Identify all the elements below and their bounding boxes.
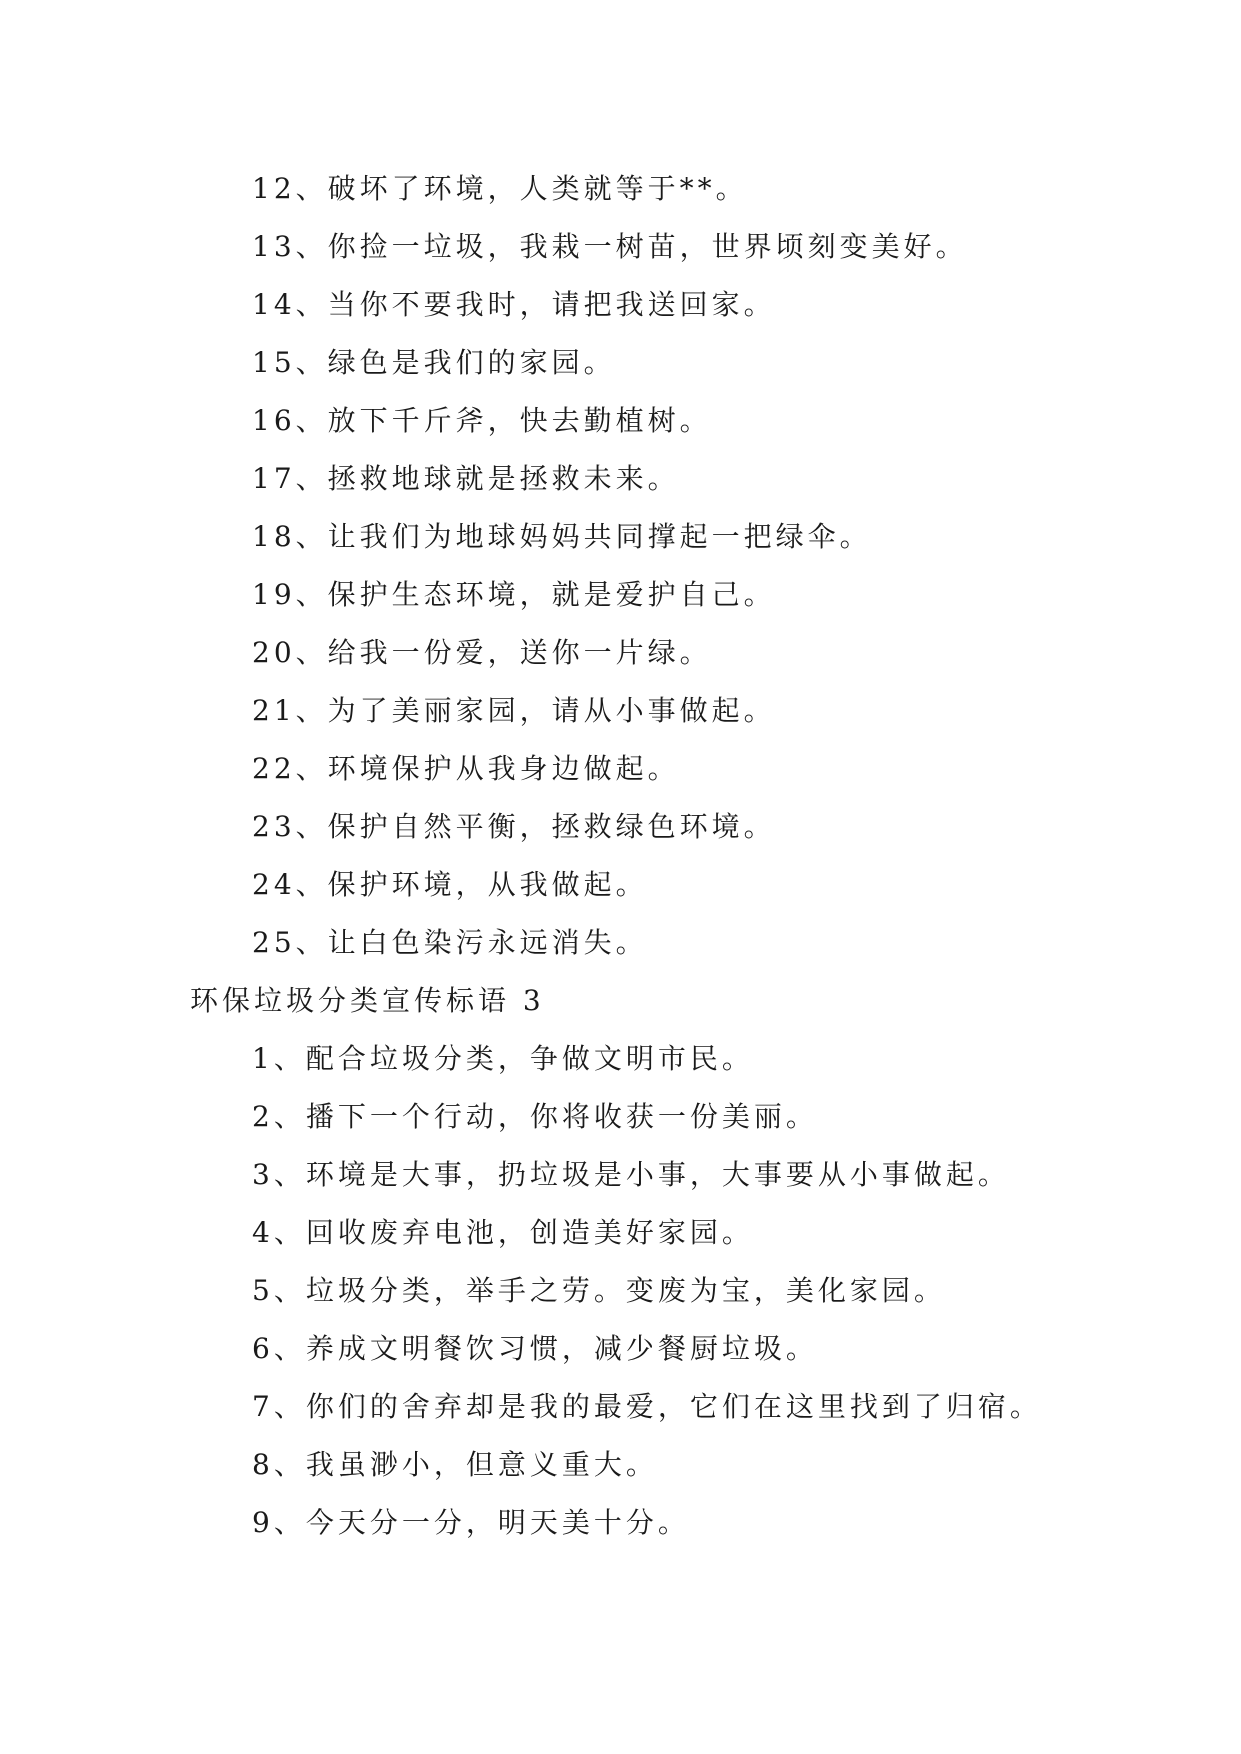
slogan-item-12: 12、破坏了环境，人类就等于**。	[252, 172, 748, 205]
slogan-item-22: 22、环境保护从我身边做起。	[252, 752, 680, 785]
slogan-item-17: 17、拯救地球就是拯救未来。	[252, 462, 680, 495]
slogan-item-24: 24、保护环境，从我做起。	[252, 868, 648, 901]
slogan-item-6: 6、养成文明餐饮习惯，减少餐厨垃圾。	[252, 1332, 818, 1365]
slogan-item-23: 23、保护自然平衡，拯救绿色环境。	[252, 810, 776, 843]
slogan-item-9: 9、今天分一分，明天美十分。	[252, 1506, 690, 1539]
slogan-item-5: 5、垃圾分类，举手之劳。变废为宝，美化家园。	[252, 1274, 946, 1307]
slogan-item-8: 8、我虽渺小，但意义重大。	[252, 1448, 658, 1481]
document-body	[190, 160, 1090, 1552]
slogan-item-21: 21、为了美丽家园，请从小事做起。	[252, 694, 776, 727]
slogan-item-25: 25、让白色染污永远消失。	[252, 926, 648, 959]
slogan-item-18: 18、让我们为地球妈妈共同撑起一把绿伞。	[252, 520, 872, 553]
slogan-item-3: 3、环境是大事，扔垃圾是小事，大事要从小事做起。	[252, 1158, 1010, 1191]
slogan-item-15: 15、绿色是我们的家园。	[252, 346, 616, 379]
slogan-item-20: 20、给我一份爱，送你一片绿。	[252, 636, 712, 669]
slogan-item-2: 2、播下一个行动，你将收获一份美丽。	[252, 1100, 818, 1133]
slogan-item-19: 19、保护生态环境，就是爱护自己。	[252, 578, 776, 611]
slogan-item-7: 7、你们的舍弃却是我的最爱，它们在这里找到了归宿。	[252, 1390, 1042, 1423]
slogan-item-13: 13、你捡一垃圾，我栽一树苗，世界顷刻变美好。	[252, 230, 968, 263]
slogan-item-4: 4、回收废弃电池，创造美好家园。	[252, 1216, 754, 1249]
slogan-item-1: 1、配合垃圾分类，争做文明市民。	[252, 1042, 754, 1075]
slogan-item-16: 16、放下千斤斧，快去勤植树。	[252, 404, 712, 437]
slogan-item-14: 14、当你不要我时，请把我送回家。	[252, 288, 776, 321]
section-heading: 环保垃圾分类宣传标语 3	[190, 984, 545, 1017]
